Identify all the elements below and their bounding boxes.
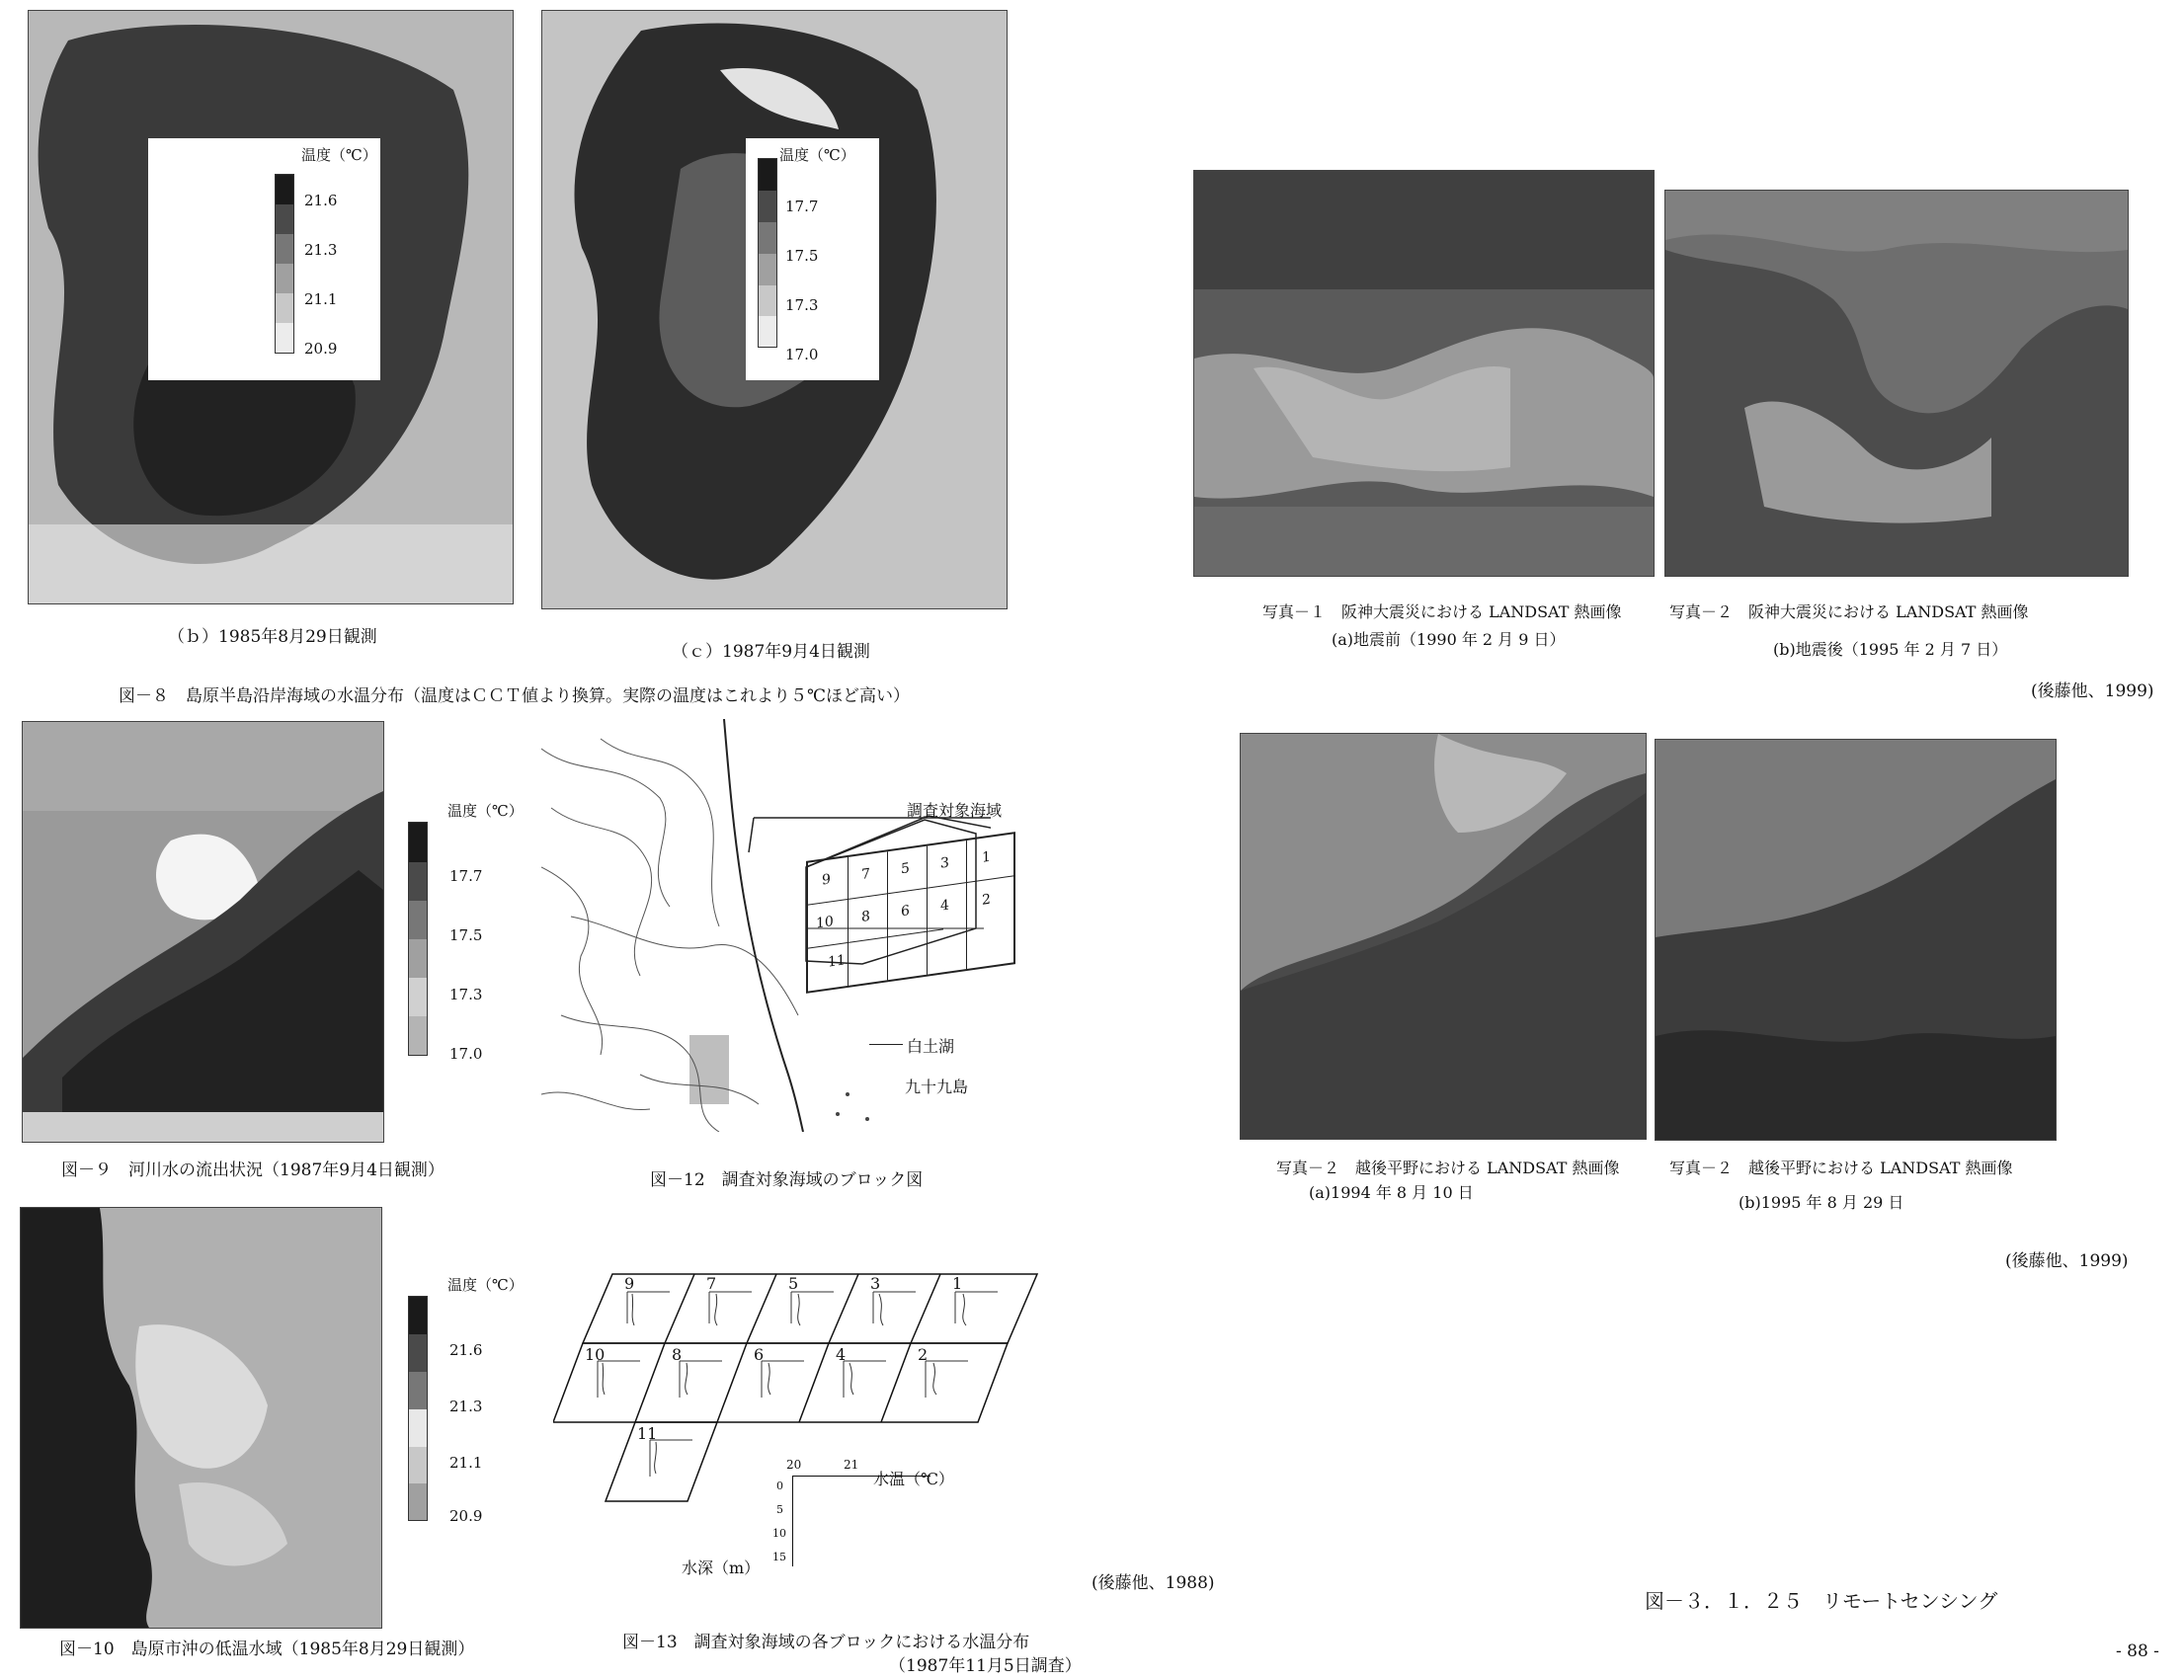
- legend-tick: 17.3: [785, 296, 819, 314]
- photo3-landsat-image: [1240, 733, 1647, 1140]
- right-credit-2: (後藤他、1999): [2005, 1251, 2129, 1271]
- photo1-subtitle: (a)地震前（1990 年 2 月 9 日）: [1332, 630, 1566, 649]
- fig9-legend: [400, 800, 528, 1067]
- fig12-area-label: 調査対象海域: [907, 801, 1003, 820]
- block-label: 5: [901, 860, 910, 878]
- photo4-subtitle: (b)1995 年 8 月 29 日: [1739, 1193, 1904, 1212]
- fig10-caption: 図－10 島原市沖の低温水域（1985年8月29日観測）: [59, 1640, 475, 1659]
- block-label: 1: [982, 848, 991, 866]
- legend-tick: 17.7: [449, 867, 483, 885]
- photo1-landsat-image: [1193, 170, 1655, 577]
- block-label: 3: [940, 854, 949, 872]
- fig8c-subcaption: （ｃ）1987年9月4日観測: [672, 642, 870, 662]
- fig13-depth-tick: 15: [772, 1551, 786, 1563]
- fig13-caption-date: （1987年11月5日調査）: [889, 1656, 1082, 1676]
- block-label: 10: [816, 913, 834, 932]
- fig13-tick-20: 20: [786, 1458, 802, 1472]
- block-label: 11: [828, 952, 846, 971]
- fig12-lake-pointer: [869, 1044, 903, 1045]
- fig8-caption: 図－８ 島原半島沿岸海域の水温分布（温度はＣＣＴ値より換算。実際の温度はこれより５℃ほど高い）: [119, 686, 911, 706]
- legend-tick: 17.7: [785, 198, 819, 215]
- photo1-title: 写真－１ 阪神大震災における LANDSAT 熱画像: [1262, 602, 1622, 621]
- photo4-title: 写真－２ 越後平野における LANDSAT 熱画像: [1669, 1159, 2013, 1177]
- fig8c-legend: [746, 138, 879, 380]
- block-label: 6: [901, 903, 910, 920]
- fig13-depth-tick: 0: [776, 1480, 783, 1492]
- legend-title: 温度（℃）: [447, 1276, 524, 1294]
- legend-tick: 17.0: [785, 346, 819, 363]
- fig13-block-label: 4: [836, 1345, 847, 1364]
- legend-tick: 21.6: [304, 192, 338, 209]
- legend-tick: 17.0: [449, 1045, 483, 1063]
- fig13-depth-tick: 5: [776, 1503, 783, 1516]
- block-label: 8: [861, 908, 870, 926]
- figure-title: 図－３．１．２５ リモートセンシング: [1645, 1589, 1998, 1613]
- fig12-caption: 図－12 調査対象海域のブロック図: [650, 1170, 924, 1190]
- legend-tick: 21.3: [449, 1398, 483, 1415]
- block-label: 7: [861, 865, 870, 884]
- fig13-block-label: 1: [952, 1274, 963, 1293]
- legend-color-bar: [275, 174, 294, 354]
- page-number: - 88 -: [2116, 1641, 2159, 1661]
- fig13-block-label: 8: [672, 1345, 683, 1364]
- legend-tick: 20.9: [304, 340, 338, 358]
- legend-color-bar: [408, 1296, 428, 1521]
- fig12-islands-label: 九十九島: [905, 1078, 969, 1096]
- photo2-title: 写真－２ 阪神大震災における LANDSAT 熱画像: [1669, 602, 2029, 621]
- fig13-block-label: 11: [637, 1424, 658, 1443]
- fig13-temp-axis-label: 水温（℃）: [873, 1470, 954, 1488]
- block-label: 9: [822, 871, 831, 889]
- photo2-landsat-image: [1664, 190, 2129, 577]
- legend-tick: 21.1: [449, 1454, 483, 1472]
- fig12-lake-label: 白土湖: [907, 1037, 955, 1056]
- fig13-depth-axis-label: 水深（m）: [682, 1559, 761, 1577]
- fig13-block-label: 3: [870, 1274, 881, 1293]
- legend-title: 温度（℃）: [447, 802, 524, 820]
- fig13-depth-tick: 10: [772, 1527, 786, 1540]
- fig9-thermal-image: [22, 721, 384, 1143]
- legend-tick: 21.6: [449, 1341, 483, 1359]
- photo4-landsat-image: [1655, 739, 2057, 1141]
- fig10-thermal-image: [20, 1207, 382, 1629]
- legend-tick: 21.3: [304, 241, 338, 259]
- fig13-block-label: 2: [918, 1345, 929, 1364]
- left-credit: (後藤他、1988): [1092, 1573, 1215, 1593]
- legend-title: 温度（℃）: [301, 146, 377, 164]
- fig13-block-label: 10: [585, 1345, 606, 1364]
- legend-tick: 20.9: [449, 1507, 483, 1525]
- photo3-title: 写真－２ 越後平野における LANDSAT 熱画像: [1276, 1159, 1620, 1177]
- fig10-legend: [400, 1274, 528, 1531]
- fig13-caption: 図－13 調査対象海域の各ブロックにおける水温分布: [622, 1633, 1030, 1652]
- fig13-block-label: 7: [706, 1274, 717, 1293]
- block-label: 2: [982, 891, 991, 909]
- legend-tick: 17.5: [785, 247, 819, 265]
- photo3-subtitle: (a)1994 年 8 月 10 日: [1309, 1183, 1474, 1202]
- legend-color-bar: [408, 822, 428, 1056]
- legend-tick: 17.3: [449, 986, 483, 1003]
- fig9-caption: 図－９ 河川水の流出状況（1987年9月4日観測）: [61, 1160, 445, 1180]
- legend-title: 温度（℃）: [779, 146, 855, 164]
- fig13-block-label: 5: [788, 1274, 799, 1293]
- fig13-block-label: 6: [754, 1345, 765, 1364]
- fig8b-subcaption: （ｂ）1985年8月29日観測: [168, 627, 377, 647]
- legend-color-bar: [758, 158, 777, 348]
- legend-tick: 21.1: [304, 290, 338, 308]
- fig13-tick-21: 21: [844, 1458, 859, 1472]
- right-credit-1: (後藤他、1999): [2031, 681, 2154, 701]
- legend-tick: 17.5: [449, 926, 483, 944]
- block-label: 4: [940, 897, 949, 915]
- fig8b-legend: [148, 138, 380, 380]
- photo2-subtitle: (b)地震後（1995 年 2 月 7 日）: [1773, 640, 2008, 659]
- fig13-block-label: 9: [624, 1274, 635, 1293]
